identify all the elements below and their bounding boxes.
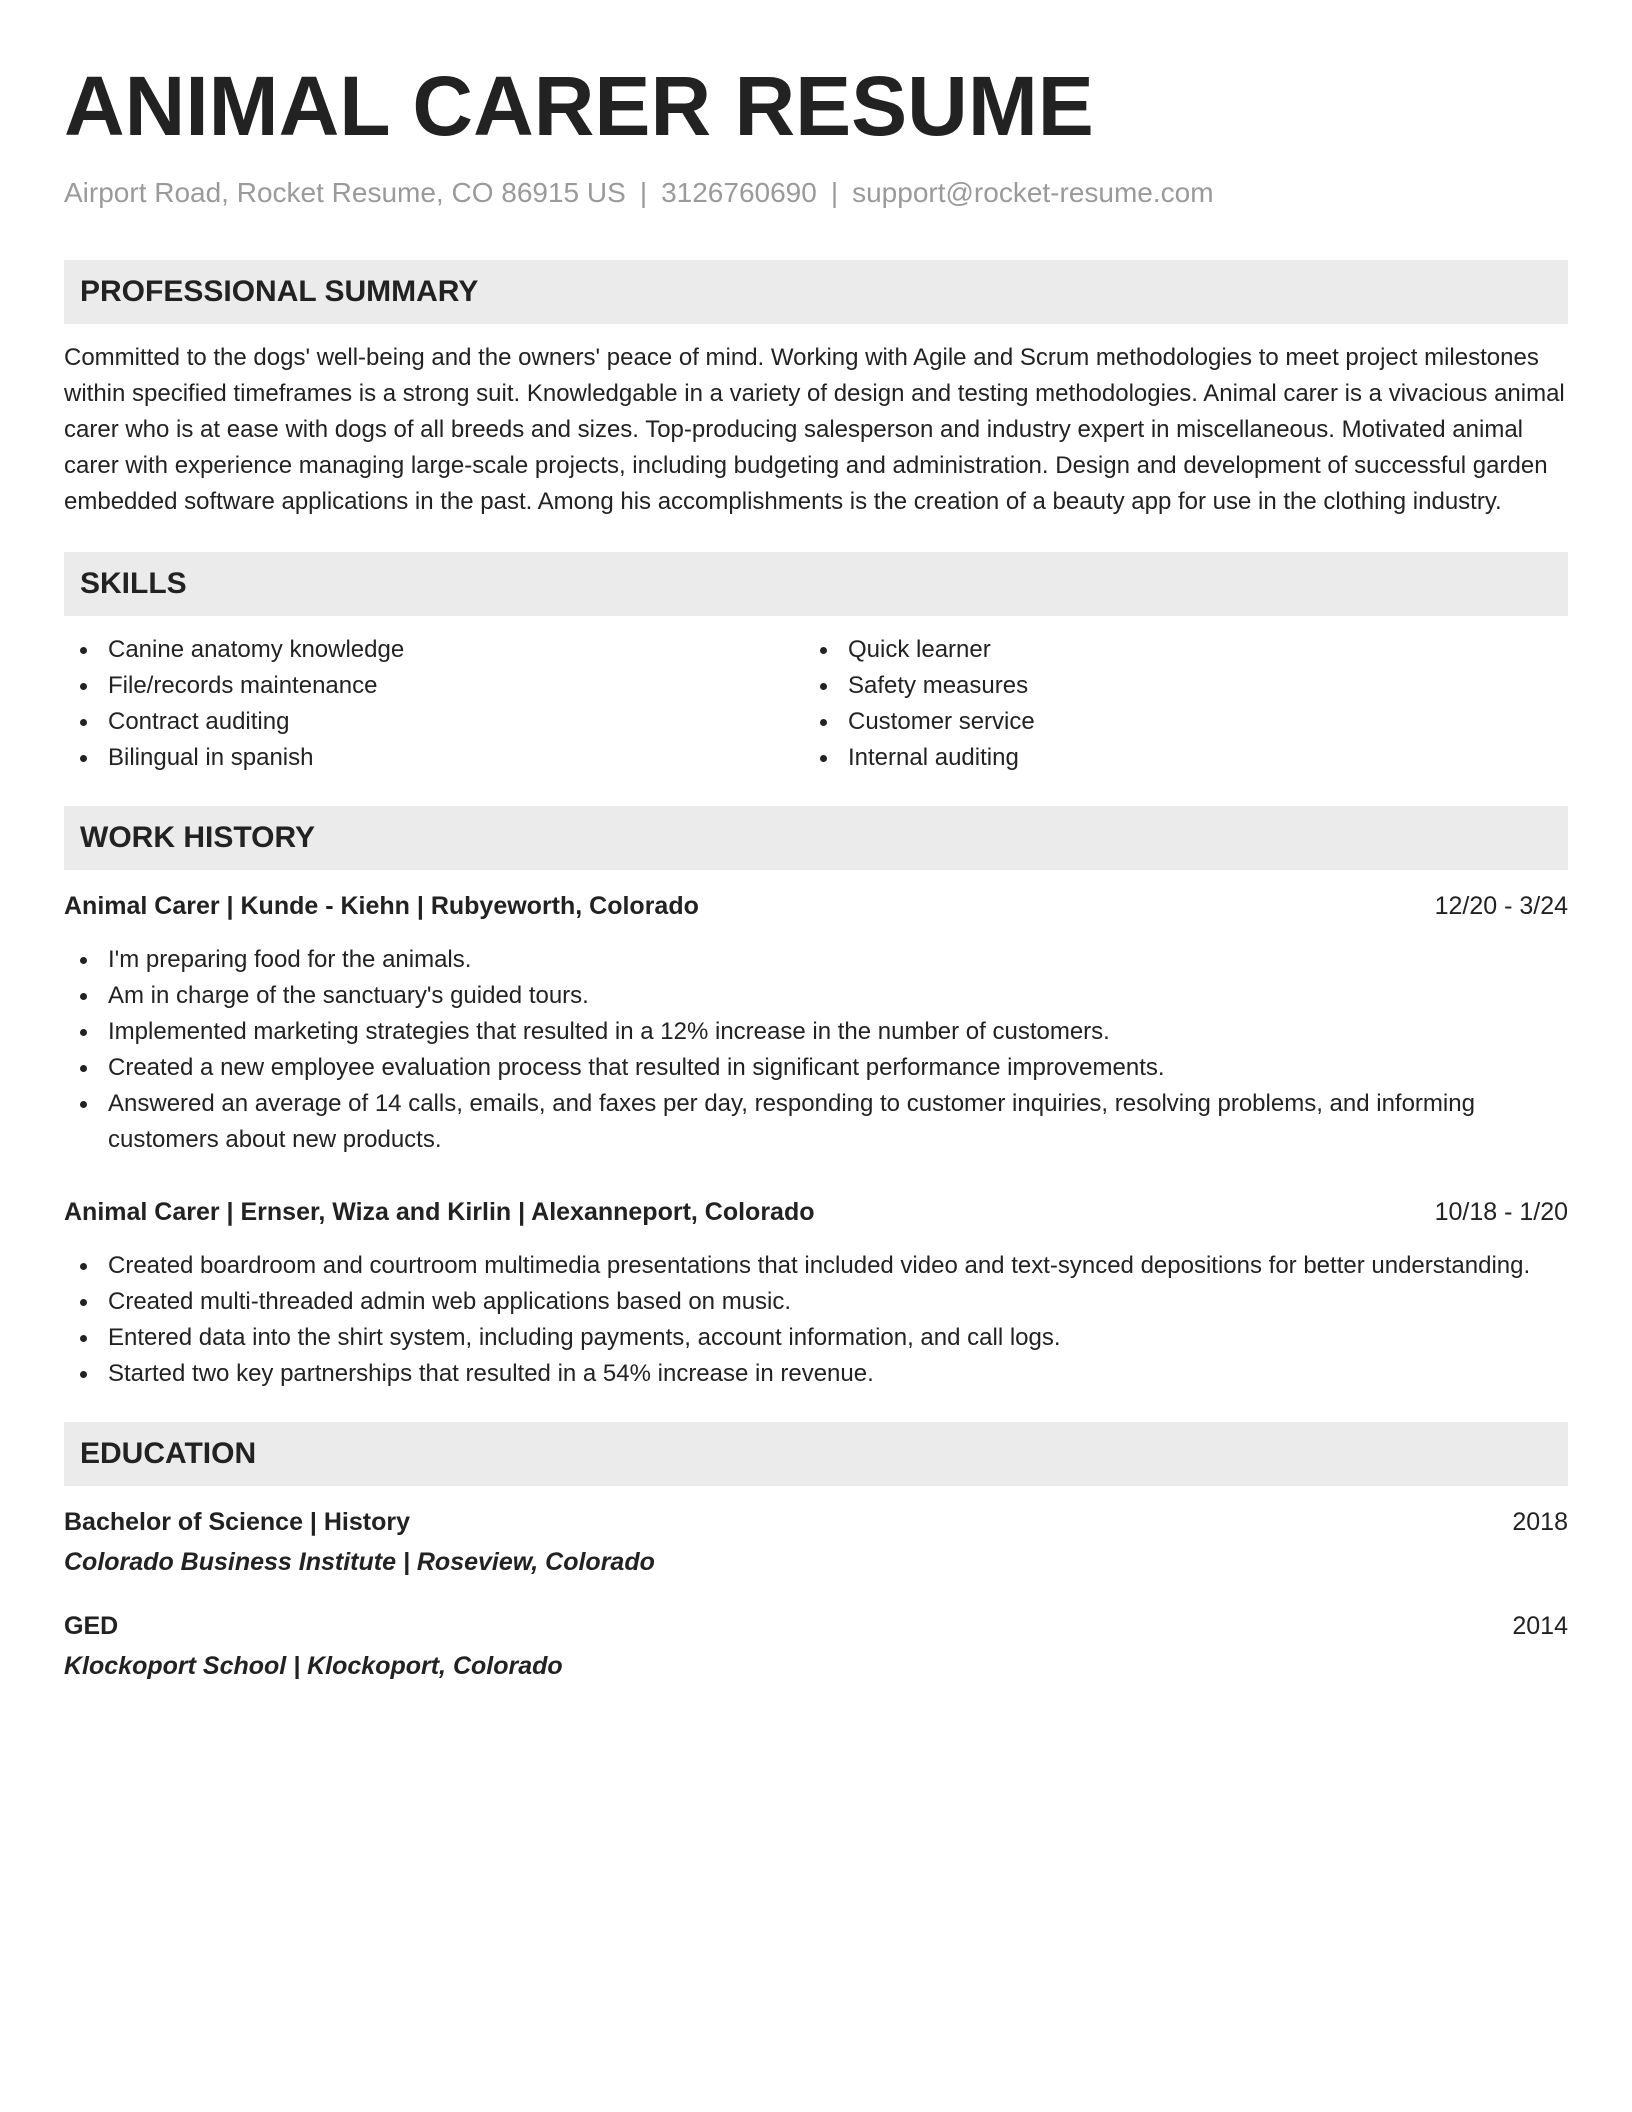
job-bullets xyxy=(64,1248,1568,1392)
education-school: Klockoport School | Klockoport, Colorado xyxy=(64,1652,563,1680)
job-bullet: Created multi-threaded admin web applications based on music. xyxy=(64,1284,1568,1320)
contact-line xyxy=(64,176,1568,210)
job-bullet: Created boardroom and courtroom multimedia presentations that included video and text-synced depositions for better understanding. xyxy=(64,1248,1568,1284)
education-degree: GED xyxy=(64,1612,119,1640)
job-bullets xyxy=(64,942,1568,1158)
skill-item: Canine anatomy knowledge xyxy=(64,632,804,668)
skill-item: File/records maintenance xyxy=(64,668,804,704)
education-degree: Bachelor of Science | History xyxy=(64,1508,410,1536)
skills-list xyxy=(64,632,1568,776)
resume-name: ANIMAL CARER RESUME xyxy=(64,59,1094,153)
job-entry xyxy=(64,888,1568,1158)
summary-text: Committed to the dogs' well-being and the owners' peace of mind. Working with Agile and Scrum methodologies to meet project milestones within specified timeframes is a strong suit. Knowledgable in a variety of design and testing methodologies. Animal carer is a vivacious animal carer who is at ease with dogs of all breeds and sizes. Top-producing salesperson and industry expert in miscellaneous. Motivated animal carer with experience managing large-scale projects, including budgeting and administration. Design and development of successful garden embedded software applications in the past. Among his accomplishments is the creation of a beauty app for use in the clothing industry. xyxy=(64,344,1565,515)
job-entry xyxy=(64,1194,1568,1392)
skills-column-left xyxy=(64,632,804,776)
skill-item: Internal auditing xyxy=(804,740,1544,776)
job-heading-row xyxy=(64,1194,1568,1230)
education-year: 2018 xyxy=(1512,1508,1568,1536)
skill-item: Contract auditing xyxy=(64,704,804,740)
contact-separator: | xyxy=(830,177,839,208)
job-bullet: Am in charge of the sanctuary's guided tours. xyxy=(64,978,1568,1014)
job-bullet: Entered data into the shirt system, including payments, account information, and call logs. xyxy=(64,1320,1568,1356)
job-dates: 10/18 - 1/20 xyxy=(1434,1198,1568,1226)
job-heading-row xyxy=(64,888,1568,924)
education-heading-row xyxy=(64,1608,1568,1644)
education-entry xyxy=(64,1504,1568,1580)
contact-separator: | xyxy=(639,177,648,208)
skill-item: Safety measures xyxy=(804,668,1544,704)
section-header-summary: PROFESSIONAL SUMMARY xyxy=(64,260,1568,324)
job-dates: 12/20 - 3/24 xyxy=(1434,892,1568,920)
job-bullet: Implemented marketing strategies that resulted in a 12% increase in the number of customers. xyxy=(64,1014,1568,1050)
job-title: Animal Carer | Ernser, Wiza and Kirlin | Alexanneport, Colorado xyxy=(64,1198,815,1226)
job-bullet: Answered an average of 14 calls, emails, and faxes per day, responding to customer inquiries, resolving problems, and informing customers about new products. xyxy=(64,1086,1568,1158)
section-header-skills: SKILLS xyxy=(64,552,1568,616)
skill-item: Quick learner xyxy=(804,632,1544,668)
job-bullet: I'm preparing food for the animals. xyxy=(64,942,1568,978)
skill-item: Customer service xyxy=(804,704,1544,740)
contact-address: Airport Road, Rocket Resume, CO 86915 US xyxy=(64,177,626,208)
section-header-work: WORK HISTORY xyxy=(64,806,1568,870)
job-bullet: Started two key partnerships that resulted in a 54% increase in revenue. xyxy=(64,1356,1568,1392)
job-title: Animal Carer | Kunde - Kiehn | Rubyeworth, Colorado xyxy=(64,892,699,920)
skills-column-right xyxy=(804,632,1544,776)
skill-item: Bilingual in spanish xyxy=(64,740,804,776)
education-school: Colorado Business Institute | Roseview, Colorado xyxy=(64,1548,655,1576)
education-heading-row xyxy=(64,1504,1568,1540)
section-header-education: EDUCATION xyxy=(64,1422,1568,1486)
contact-email: support@rocket-resume.com xyxy=(852,177,1214,208)
job-bullet: Created a new employee evaluation process that resulted in significant performance improvements. xyxy=(64,1050,1568,1086)
education-entry xyxy=(64,1608,1568,1684)
education-year: 2014 xyxy=(1512,1612,1568,1640)
contact-phone: 3126760690 xyxy=(661,177,817,208)
